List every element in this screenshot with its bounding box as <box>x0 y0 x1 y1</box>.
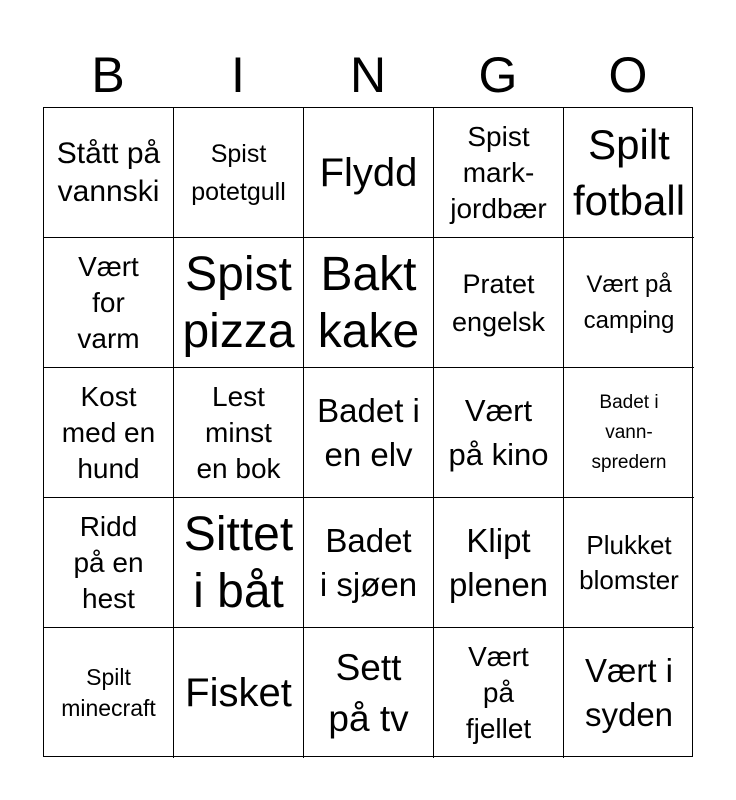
bingo-cell-13[interactable] <box>304 368 434 498</box>
header-letter-n: N <box>349 47 387 103</box>
bingo-cell-18[interactable] <box>304 498 434 628</box>
cell-text: Kost med en hund <box>61 380 156 484</box>
cell-text: Plukket blomster <box>579 529 679 595</box>
bingo-cell-21[interactable] <box>44 628 174 758</box>
bingo-cell-22[interactable] <box>174 628 304 758</box>
cell-text: Klipt plenen <box>448 521 549 603</box>
bingo-cell-1[interactable] <box>44 108 174 238</box>
cell-text: Flydd <box>319 150 418 195</box>
cell-text: Fisket <box>185 671 292 715</box>
bingo-cell-19[interactable] <box>434 498 564 628</box>
cell-text: Bakt kake <box>317 247 420 358</box>
header-letter-i: I <box>231 47 245 103</box>
bingo-cell-23[interactable] <box>304 628 434 758</box>
bingo-cell-11[interactable] <box>44 368 174 498</box>
bingo-cell-14[interactable] <box>434 368 564 498</box>
header-letter-g: G <box>478 47 518 103</box>
bingo-cell-25[interactable] <box>564 628 694 758</box>
cell-text: Spilt fotball <box>572 120 686 224</box>
cell-text: Badet i en elv <box>317 391 420 473</box>
cell-text: Spist mark- jordbær <box>450 120 547 224</box>
bingo-cell-4[interactable] <box>434 108 564 238</box>
bingo-cell-9[interactable] <box>434 238 564 368</box>
bingo-cell-17[interactable] <box>174 498 304 628</box>
cell-text: Vært på camping <box>583 270 675 334</box>
bingo-cell-20[interactable] <box>564 498 694 628</box>
bingo-cell-16[interactable] <box>44 498 174 628</box>
bingo-cell-7[interactable] <box>174 238 304 368</box>
header-letter-o: O <box>608 47 648 103</box>
header-letter-b: B <box>91 47 125 103</box>
cell-text: Ridd på en hest <box>73 510 144 614</box>
bingo-cell-10[interactable] <box>564 238 694 368</box>
cell-text: Vært i syden <box>584 652 674 733</box>
cell-text: Pratet engelsk <box>451 268 546 337</box>
bingo-cell-2[interactable] <box>174 108 304 238</box>
bingo-cell-3[interactable] <box>304 108 434 238</box>
cell-text: Badet i sjøen <box>319 521 418 603</box>
cell-text: Stått på vannski <box>56 136 161 208</box>
cell-text: Sittet i båt <box>183 507 294 618</box>
bingo-header <box>43 44 693 106</box>
cell-text: Spist potetgull <box>191 139 286 206</box>
bingo-cell-15[interactable] <box>564 368 694 498</box>
bingo-grid <box>43 107 693 757</box>
bingo-cell-5[interactable] <box>564 108 694 238</box>
cell-text: Badet i vann- spredern <box>591 391 667 473</box>
cell-text: Sett på tv <box>328 647 409 739</box>
cell-text: Vært på fjellet <box>465 641 532 744</box>
bingo-cell-12[interactable] <box>174 368 304 498</box>
cell-text: Lest minst en bok <box>196 380 281 484</box>
cell-text: Vært på kino <box>448 392 549 472</box>
cell-text: Spist pizza <box>182 247 295 358</box>
bingo-cell-24[interactable] <box>434 628 564 758</box>
cell-text: Spilt minecraft <box>61 664 156 721</box>
bingo-cell-6[interactable] <box>44 238 174 368</box>
bingo-cell-8[interactable] <box>304 238 434 368</box>
cell-text: Vært for varm <box>77 250 140 354</box>
